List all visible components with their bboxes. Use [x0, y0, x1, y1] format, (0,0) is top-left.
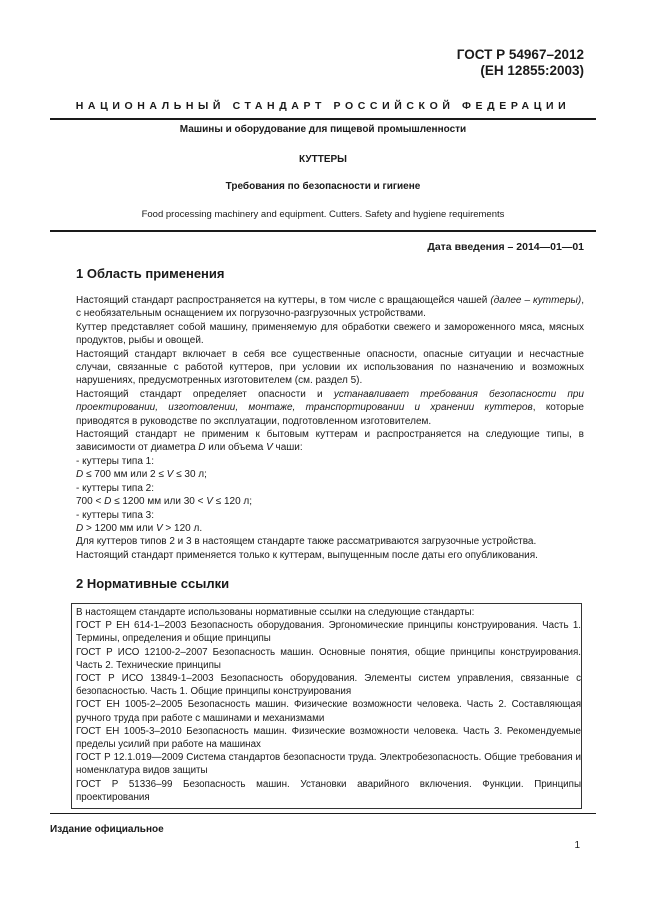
- reference-item: ГОСТ Р ИСО 12100-2–2007 Безопасность машин. Основные понятия, общие принципы конструирования. Часть 2. Технические принципы: [76, 646, 581, 671]
- p1-italic: (далее – куттеры): [490, 295, 582, 306]
- national-standard-banner: НАЦИОНАЛЬНЫЙ СТАНДАРТ РОССИЙСКОЙ ФЕДЕРАЦИИ: [75, 100, 571, 112]
- t2-v: V: [206, 496, 213, 508]
- t2-tail: ≤ 120 л;: [212, 496, 253, 508]
- scope-paragraph-6: Для куттеров типов 2 и 3 в настоящем стандарте также рассматриваются загрузочные устройства.: [76, 536, 537, 548]
- t1-mid: ≤ 700 мм или 2 ≤: [83, 469, 167, 481]
- reference-item: ГОСТ ЕН 1005-2–2005 Безопасность машин. Физические возможности человека. Часть 2. Составляющая ручного труда при работе с машинами и механизмами: [76, 699, 581, 724]
- type-3-label: - куттеры типа 3:: [76, 509, 154, 521]
- t3-tail: > 120 л.: [162, 522, 203, 534]
- reference-item: ГОСТ Р ЕН 614-1–2003 Безопасность оборудования. Эргономические принципы конструирования. Часть 1. Термины, определения и общие принципы: [76, 620, 581, 645]
- standard-name: КУТТЕРЫ: [299, 154, 347, 165]
- gost-number: ГОСТ Р 54967–2012: [456, 47, 584, 62]
- t3-d: D: [76, 522, 84, 534]
- p4-tail: , которые приводятся в руководстве по эксплуатации, подготовленном изготовителем.: [76, 402, 584, 427]
- t3-v: V: [155, 522, 163, 534]
- type-1-condition: [76, 468, 584, 481]
- p5-tail: чаши:: [272, 442, 303, 454]
- type-3-condition: [76, 522, 584, 535]
- scope-paragraph-7: Настоящий стандарт применяется только к куттерам, выпущенным после даты его опубликования.: [76, 549, 538, 561]
- en-number: (ЕН 12855:2003): [480, 63, 584, 78]
- p5-v: V: [266, 442, 273, 454]
- page-number: 1: [574, 840, 580, 851]
- type-2-label: - куттеры типа 2:: [76, 482, 154, 494]
- scope-paragraph-3: Настоящий стандарт включает в себя все существенные опасности, опасные ситуации и несчастные случаи, связанные с работой куттеров, при условии их использования по назначению и возможных нарушениях, предусмотренных изготовителем (см. раздел 5).: [76, 348, 584, 387]
- p1-tail: , с необязательным оснащением их погрузочно-разгрузочных устройствами.: [76, 295, 584, 320]
- reference-item: ГОСТ Р ИСО 13849-1–2003 Безопасность оборудования. Элементы систем управления, связанные с безопасностью. Часть 1. Общие принципы конструирования: [76, 673, 581, 698]
- title-divider: [50, 230, 596, 232]
- p4-italic: устанавливает требования безопасности при проектировании, изготовлении, монтаже, транспортировании и хранении куттеров: [76, 388, 584, 414]
- reference-item: ГОСТ ЕН 1005-3–2010 Безопасность машин. Физические возможности человека. Часть 3. Рекомендуемые пределы усилий при работе на машинах: [76, 725, 581, 751]
- category-title: Машины и оборудование для пищевой промышленности: [179, 124, 467, 135]
- type-1-label: - куттеры типа 1:: [76, 455, 154, 467]
- top-divider: [50, 118, 596, 120]
- standard-subtitle: Требования по безопасности и гигиене: [225, 181, 421, 192]
- gost-designation: [457, 47, 584, 79]
- scope-paragraph-2: Куттер представляет собой машину, применяемую для обработки свежего и замороженного мяса, мясных продуктов, рыбы и овощей.: [76, 321, 584, 347]
- section-2-heading: 2 Нормативные ссылки: [76, 576, 230, 591]
- t2-d: D: [104, 496, 112, 508]
- t3-mid: > 1200 мм или: [83, 522, 156, 534]
- p5-d: D: [198, 442, 206, 454]
- official-edition-label: Издание официальное: [50, 824, 164, 835]
- t2-mid: ≤ 1200 мм или 30 <: [111, 496, 207, 508]
- p5-text: Настоящий стандарт не применим к бытовым куттерам и распространяется на следующие типы, в зависимости от диаметра: [76, 429, 584, 454]
- reference-item: ГОСТ Р 51336–99 Безопасность машин. Установки аварийного включения. Функции. Принципы проектирования: [76, 778, 581, 803]
- t1-d: D: [76, 469, 84, 481]
- scope-paragraph-4: [76, 388, 584, 428]
- footer-divider: [50, 813, 596, 814]
- t2-head: 700 <: [76, 496, 105, 508]
- p5-mid: или объема: [205, 442, 267, 454]
- references-list: [76, 606, 581, 804]
- references-intro: В настоящем стандарте использованы нормативные ссылки на следующие стандарты:: [76, 607, 475, 618]
- t1-tail: ≤ 30 л;: [173, 469, 207, 481]
- type-2-condition: [76, 495, 584, 508]
- english-title: Food processing machinery and equipment. Cutters. Safety and hygiene requirements: [141, 209, 505, 220]
- scope-paragraph-1: [76, 294, 584, 321]
- reference-item: ГОСТ Р 12.1.019—2009 Система стандартов безопасности труда. Электробезопасность. Общие требования и номенклатура видов защиты: [76, 752, 581, 777]
- section-1-heading: 1 Область применения: [76, 266, 225, 281]
- t1-v: V: [166, 469, 174, 481]
- scope-paragraph-5: [76, 428, 584, 455]
- p4-text: Настоящий стандарт определяет опасности и: [76, 388, 334, 400]
- introduction-date: Дата введения – 2014—01—01: [427, 241, 584, 253]
- section-1-body: [76, 294, 584, 562]
- p1-text: Настоящий стандарт распространяется на куттеры, в том числе с вращающейся чашей: [76, 295, 491, 306]
